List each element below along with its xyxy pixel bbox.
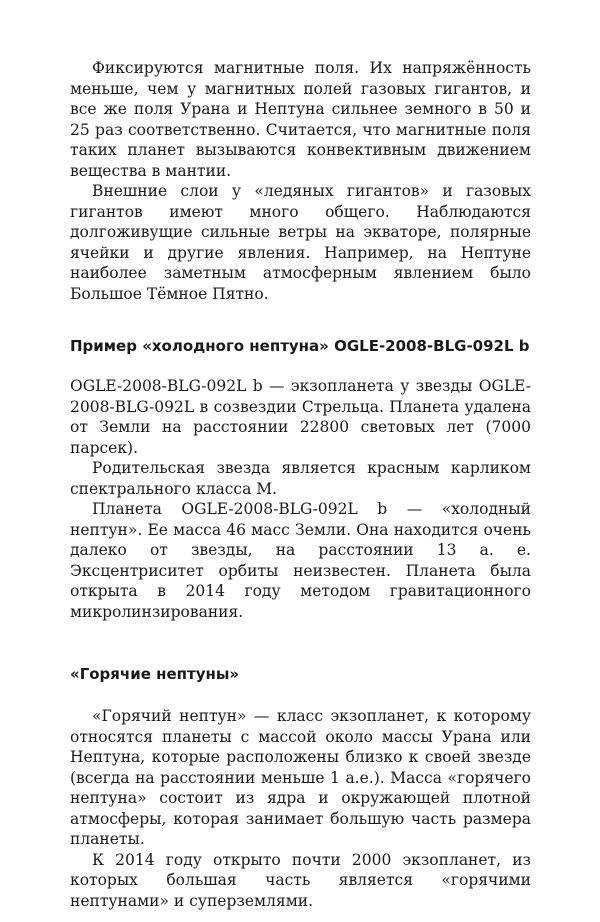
section-heading-cold-neptune: Пример «холодного нептуна» OGLE-2008-BLG-092L b <box>70 337 530 355</box>
document-page <box>70 58 531 911</box>
paragraph-exoplanet-count: К 2014 году открыто почти 2000 экзопланет, из которых большая часть является «горячими нептунами» и суперземлями. <box>70 850 531 910</box>
section-heading-hot-neptunes: «Горячие нептуны» <box>70 665 240 683</box>
paragraph-planet-details: Планета OGLE-2008-BLG-092L b — «холодный нептун». Ее масса 46 масс Земли. Она находится очень далеко от звезды, на расстоянии 13 а. е. Эксцентриситет орбиты неизвестен. Планета была открыта в 2014 году методом гравитационного микролинзирования. <box>70 500 531 621</box>
paragraph-outer-layers: Внешние слои у «ледяных гигантов» и газовых гигантов имеют много общего. Наблюдаются долгоживущие сильные ветры на экваторе, полярные ячейки и другие явления. Например, на Нептуне наиболее заметным атмосферным явлением было Большое Тёмное Пятно. <box>70 182 531 303</box>
paragraph-exoplanet-intro: OGLE-2008-BLG-092L b — экзопланета у звезды OGLE-2008-BLG-092L в созвездии Стрельца. Планета удалена от Земли на расстоянии 22800 световых лет (7000 парсек). <box>70 377 531 457</box>
paragraph-hot-neptune-definition: «Горячий нептун» — класс экзопланет, к которому относятся планеты с массой около массы Урана или Нептуна, которые расположены близко к своей звезде (всегда на расстоянии меньше 1 а.е.). Масса «горячего нептуна» состоит из ядра и окружающей плотной атмосферы, которая занимает большую часть размера планеты. <box>70 707 531 848</box>
paragraph-magnetic-fields: Фиксируются магнитные поля. Их напряжённость меньше, чем у магнитных полей газовых гигантов, и все же поля Урана и Нептуна сильнее земного в 50 и 25 раз соответственно. Считается, что магнитные поля таких планет вызываются конвективным движением вещества в мантии. <box>70 59 531 180</box>
paragraph-parent-star: Родительская звезда является красным карликом спектрального класса M. <box>70 459 531 498</box>
